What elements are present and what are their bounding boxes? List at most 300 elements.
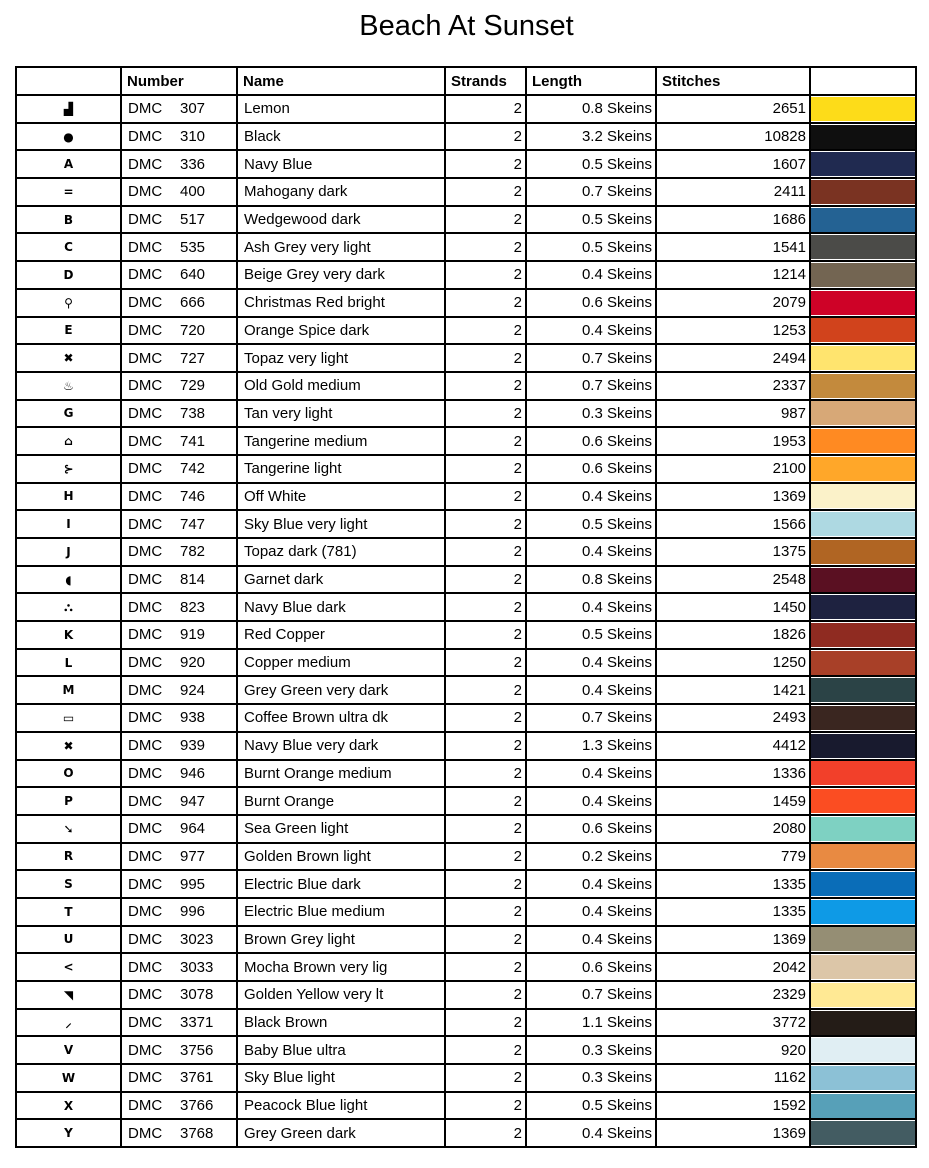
strands-value: 2 (445, 732, 526, 760)
color-swatch (811, 1094, 915, 1118)
color-swatch-cell (810, 317, 916, 345)
color-swatch (811, 1038, 915, 1062)
table-row (16, 1119, 916, 1147)
stitch-symbol-icon: = (16, 178, 121, 206)
thread-brand: DMC (128, 930, 163, 948)
strands-value: 2 (445, 981, 526, 1009)
table-row (16, 206, 916, 234)
thread-number: 517 (180, 211, 206, 229)
thread-number: 964 (180, 820, 206, 838)
stitch-symbol-icon: H (16, 483, 121, 511)
thread-name: Burnt Orange (237, 787, 445, 815)
table-row (16, 150, 916, 178)
length-value: 0.4 Skeins (526, 787, 656, 815)
thread-number: 947 (180, 792, 206, 810)
color-swatch-cell (810, 870, 916, 898)
stitches-value: 1369 (656, 483, 810, 511)
thread-name: Garnet dark (237, 566, 445, 594)
thread-number: 946 (180, 764, 206, 782)
thread-number-cell (121, 870, 237, 898)
color-swatch (811, 291, 915, 315)
thread-name: Sky Blue very light (237, 510, 445, 538)
color-swatch (811, 374, 915, 398)
length-value: 0.4 Skeins (526, 593, 656, 621)
thread-name: Mocha Brown very lig (237, 953, 445, 981)
thread-name: Copper medium (237, 649, 445, 677)
thread-name: Mahogany dark (237, 178, 445, 206)
length-value: 0.4 Skeins (526, 261, 656, 289)
color-swatch-cell (810, 372, 916, 400)
stitches-value: 1214 (656, 261, 810, 289)
thread-brand: DMC (128, 958, 163, 976)
strands-value: 2 (445, 483, 526, 511)
table-row (16, 123, 916, 151)
thread-number: 535 (180, 238, 206, 256)
thread-number: 938 (180, 709, 206, 727)
color-swatch-cell (810, 593, 916, 621)
thread-number: 746 (180, 487, 206, 505)
thread-brand: DMC (128, 100, 163, 118)
strands-value: 2 (445, 621, 526, 649)
color-swatch-cell (810, 95, 916, 123)
thread-number: 814 (180, 571, 206, 589)
thread-number-cell (121, 815, 237, 843)
table-row (16, 233, 916, 261)
stitch-symbol-icon: ◥ (16, 981, 121, 1009)
thread-brand: DMC (128, 487, 163, 505)
strands-value: 2 (445, 538, 526, 566)
thread-brand: DMC (128, 626, 163, 644)
strands-value: 2 (445, 150, 526, 178)
stitches-value: 1826 (656, 621, 810, 649)
length-value: 0.5 Skeins (526, 206, 656, 234)
length-value: 1.3 Skeins (526, 732, 656, 760)
color-swatch (811, 955, 915, 979)
thread-brand: DMC (128, 1097, 163, 1115)
thread-name: Coffee Brown ultra dk (237, 704, 445, 732)
strands-value: 2 (445, 1092, 526, 1120)
thread-number: 720 (180, 321, 206, 339)
thread-name: Navy Blue very dark (237, 732, 445, 760)
color-swatch (811, 429, 915, 453)
thread-brand: DMC (128, 598, 163, 616)
length-value: 0.3 Skeins (526, 1064, 656, 1092)
color-swatch-cell (810, 843, 916, 871)
stitches-value: 779 (656, 843, 810, 871)
stitches-value: 2494 (656, 344, 810, 372)
thread-number: 666 (180, 294, 206, 312)
thread-brand: DMC (128, 432, 163, 450)
color-swatch-cell (810, 123, 916, 151)
header-name: Name (237, 67, 445, 95)
stitch-symbol-icon: ♨ (16, 372, 121, 400)
thread-number: 336 (180, 155, 206, 173)
length-value: 0.4 Skeins (526, 317, 656, 345)
thread-brand: DMC (128, 1041, 163, 1059)
color-swatch (811, 872, 915, 896)
stitches-value: 2042 (656, 953, 810, 981)
thread-brand: DMC (128, 515, 163, 533)
thread-brand: DMC (128, 183, 163, 201)
table-row (16, 427, 916, 455)
stitches-value: 1250 (656, 649, 810, 677)
table-row (16, 649, 916, 677)
thread-number: 919 (180, 626, 206, 644)
table-row (16, 732, 916, 760)
thread-name: Golden Yellow very lt (237, 981, 445, 1009)
color-swatch-cell (810, 455, 916, 483)
table-row (16, 981, 916, 1009)
length-value: 0.6 Skeins (526, 953, 656, 981)
color-swatch (811, 401, 915, 425)
strands-value: 2 (445, 178, 526, 206)
color-swatch-cell (810, 732, 916, 760)
thread-number-cell (121, 676, 237, 704)
header-length: Length (526, 67, 656, 95)
stitch-symbol-icon: E (16, 317, 121, 345)
thread-brand: DMC (128, 1014, 163, 1032)
stitches-value: 2651 (656, 95, 810, 123)
color-swatch (811, 457, 915, 481)
length-value: 0.7 Skeins (526, 178, 656, 206)
thread-number: 996 (180, 903, 206, 921)
strands-value: 2 (445, 261, 526, 289)
color-swatch (811, 595, 915, 619)
thread-number: 747 (180, 515, 206, 533)
thread-name: Black (237, 123, 445, 151)
thread-number-cell (121, 123, 237, 151)
thread-number: 3078 (180, 986, 214, 1004)
stitches-value: 987 (656, 400, 810, 428)
strands-value: 2 (445, 704, 526, 732)
strands-value: 2 (445, 289, 526, 317)
stitches-value: 1369 (656, 1119, 810, 1147)
color-swatch-cell (810, 261, 916, 289)
stitch-symbol-icon: ⊱ (16, 455, 121, 483)
color-swatch-cell (810, 981, 916, 1009)
length-value: 0.3 Skeins (526, 400, 656, 428)
color-swatch-cell (810, 898, 916, 926)
thread-number: 782 (180, 543, 206, 561)
thread-brand: DMC (128, 571, 163, 589)
stitches-value: 1566 (656, 510, 810, 538)
thread-number-cell (121, 510, 237, 538)
stitch-symbol-icon: J (16, 538, 121, 566)
color-swatch (811, 1011, 915, 1035)
thread-name: Electric Blue medium (237, 898, 445, 926)
thread-brand: DMC (128, 238, 163, 256)
color-swatch (811, 844, 915, 868)
color-swatch (811, 540, 915, 564)
thread-number: 742 (180, 460, 206, 478)
table-row (16, 704, 916, 732)
thread-name: Grey Green very dark (237, 676, 445, 704)
thread-brand: DMC (128, 903, 163, 921)
thread-number-cell (121, 704, 237, 732)
color-swatch-cell (810, 206, 916, 234)
thread-number-cell (121, 483, 237, 511)
thread-name: Navy Blue dark (237, 593, 445, 621)
thread-name: Sky Blue light (237, 1064, 445, 1092)
color-swatch (811, 318, 915, 342)
stitches-value: 1369 (656, 926, 810, 954)
stitch-symbol-icon: ⌂ (16, 427, 121, 455)
thread-number-cell (121, 178, 237, 206)
length-value: 0.4 Skeins (526, 1119, 656, 1147)
thread-number-cell (121, 760, 237, 788)
thread-number-cell (121, 427, 237, 455)
color-swatch (811, 512, 915, 536)
color-swatch-cell (810, 760, 916, 788)
length-value: 0.6 Skeins (526, 427, 656, 455)
thread-brand: DMC (128, 460, 163, 478)
stitch-symbol-icon: S (16, 870, 121, 898)
thread-number: 3761 (180, 1069, 214, 1087)
stitches-value: 2079 (656, 289, 810, 317)
color-swatch-cell (810, 510, 916, 538)
thread-number-cell (121, 95, 237, 123)
table-row (16, 760, 916, 788)
stitch-symbol-icon: ▭ (16, 704, 121, 732)
color-swatch (811, 927, 915, 951)
table-row (16, 510, 916, 538)
color-swatch-cell (810, 427, 916, 455)
color-swatch-cell (810, 704, 916, 732)
thread-name: Orange Spice dark (237, 317, 445, 345)
stitch-symbol-icon: ✖ (16, 344, 121, 372)
table-row (16, 926, 916, 954)
header-color (810, 67, 916, 95)
color-swatch-cell (810, 1092, 916, 1120)
stitches-value: 4412 (656, 732, 810, 760)
table-row (16, 1092, 916, 1120)
table-row (16, 676, 916, 704)
thread-brand: DMC (128, 211, 163, 229)
strands-value: 2 (445, 123, 526, 151)
length-value: 0.7 Skeins (526, 344, 656, 372)
color-swatch (811, 208, 915, 232)
thread-name: Christmas Red bright (237, 289, 445, 317)
color-swatch-cell (810, 1036, 916, 1064)
color-swatch (811, 568, 915, 592)
thread-name: Baby Blue ultra (237, 1036, 445, 1064)
thread-name: Wedgewood dark (237, 206, 445, 234)
header-stitches: Stitches (656, 67, 810, 95)
stitch-symbol-icon: ⸝ (16, 1009, 121, 1037)
stitches-value: 920 (656, 1036, 810, 1064)
thread-number-cell (121, 593, 237, 621)
color-swatch (811, 623, 915, 647)
color-swatch-cell (810, 178, 916, 206)
thread-brand: DMC (128, 543, 163, 561)
color-swatch (811, 900, 915, 924)
thread-name: Old Gold medium (237, 372, 445, 400)
thread-number: 400 (180, 183, 206, 201)
thread-number: 310 (180, 128, 206, 146)
thread-number-cell (121, 926, 237, 954)
header-number: Number (121, 67, 237, 95)
thread-name: Tangerine light (237, 455, 445, 483)
stitches-value: 2080 (656, 815, 810, 843)
thread-brand: DMC (128, 820, 163, 838)
stitches-value: 1607 (656, 150, 810, 178)
thread-number-cell (121, 538, 237, 566)
stitch-symbol-icon: D (16, 261, 121, 289)
stitch-symbol-icon: W (16, 1064, 121, 1092)
table-row (16, 953, 916, 981)
thread-brand: DMC (128, 128, 163, 146)
thread-brand: DMC (128, 764, 163, 782)
thread-number: 3023 (180, 930, 214, 948)
length-value: 0.7 Skeins (526, 372, 656, 400)
color-swatch-cell (810, 787, 916, 815)
strands-value: 2 (445, 870, 526, 898)
table-row (16, 344, 916, 372)
thread-brand: DMC (128, 321, 163, 339)
thread-brand: DMC (128, 404, 163, 422)
length-value: 0.4 Skeins (526, 870, 656, 898)
stitch-symbol-icon: ▟ (16, 95, 121, 123)
thread-number-cell (121, 455, 237, 483)
thread-brand: DMC (128, 847, 163, 865)
length-value: 0.5 Skeins (526, 150, 656, 178)
thread-name: Peacock Blue light (237, 1092, 445, 1120)
strands-value: 2 (445, 787, 526, 815)
length-value: 0.6 Skeins (526, 289, 656, 317)
thread-name: Burnt Orange medium (237, 760, 445, 788)
thread-name: Golden Brown light (237, 843, 445, 871)
stitch-symbol-icon: R (16, 843, 121, 871)
table-row (16, 815, 916, 843)
thread-number: 3371 (180, 1014, 214, 1032)
stitch-symbol-icon: ⚲ (16, 289, 121, 317)
thread-number: 939 (180, 737, 206, 755)
table-row (16, 372, 916, 400)
length-value: 0.8 Skeins (526, 566, 656, 594)
thread-brand: DMC (128, 349, 163, 367)
color-swatch (811, 1066, 915, 1090)
strands-value: 2 (445, 843, 526, 871)
thread-number: 3766 (180, 1097, 214, 1115)
table-row (16, 870, 916, 898)
color-swatch-cell (810, 289, 916, 317)
header-symbol (16, 67, 121, 95)
thread-name: Electric Blue dark (237, 870, 445, 898)
thread-name: Tan very light (237, 400, 445, 428)
strands-value: 2 (445, 593, 526, 621)
thread-number-cell (121, 400, 237, 428)
stitches-value: 10828 (656, 123, 810, 151)
stitches-value: 1459 (656, 787, 810, 815)
color-swatch (811, 651, 915, 675)
thread-number: 741 (180, 432, 206, 450)
strands-value: 2 (445, 649, 526, 677)
thread-brand: DMC (128, 1069, 163, 1087)
color-swatch (811, 983, 915, 1007)
stitch-symbol-icon: ◖ (16, 566, 121, 594)
strands-value: 2 (445, 1064, 526, 1092)
thread-number-cell (121, 621, 237, 649)
thread-name: Grey Green dark (237, 1119, 445, 1147)
thread-number: 924 (180, 681, 206, 699)
strands-value: 2 (445, 344, 526, 372)
color-swatch-cell (810, 483, 916, 511)
stitches-value: 2337 (656, 372, 810, 400)
thread-name: Navy Blue (237, 150, 445, 178)
thread-name: Tangerine medium (237, 427, 445, 455)
length-value: 0.4 Skeins (526, 483, 656, 511)
strands-value: 2 (445, 510, 526, 538)
thread-table (15, 66, 917, 1148)
stitches-value: 2100 (656, 455, 810, 483)
color-swatch-cell (810, 566, 916, 594)
length-value: 0.6 Skeins (526, 815, 656, 843)
color-swatch-cell (810, 400, 916, 428)
table-row (16, 483, 916, 511)
thread-name: Lemon (237, 95, 445, 123)
table-row (16, 898, 916, 926)
stitches-value: 2548 (656, 566, 810, 594)
stitches-value: 3772 (656, 1009, 810, 1037)
strands-value: 2 (445, 1036, 526, 1064)
table-row (16, 843, 916, 871)
stitches-value: 1375 (656, 538, 810, 566)
stitch-symbol-icon: P (16, 787, 121, 815)
thread-number: 920 (180, 654, 206, 672)
length-value: 0.5 Skeins (526, 510, 656, 538)
thread-number-cell (121, 1092, 237, 1120)
length-value: 0.7 Skeins (526, 981, 656, 1009)
thread-name: Red Copper (237, 621, 445, 649)
color-swatch (811, 235, 915, 259)
color-swatch (811, 1121, 915, 1145)
thread-number-cell (121, 953, 237, 981)
header-strands: Strands (445, 67, 526, 95)
strands-value: 2 (445, 400, 526, 428)
length-value: 0.4 Skeins (526, 538, 656, 566)
table-row (16, 593, 916, 621)
color-swatch (811, 346, 915, 370)
stitch-symbol-icon: ● (16, 123, 121, 151)
thread-brand: DMC (128, 377, 163, 395)
color-swatch (811, 706, 915, 730)
thread-number: 977 (180, 847, 206, 865)
color-swatch-cell (810, 815, 916, 843)
table-header-row (16, 67, 916, 95)
color-swatch-cell (810, 676, 916, 704)
length-value: 0.4 Skeins (526, 649, 656, 677)
page-title: Beach At Sunset (359, 10, 574, 42)
thread-number-cell (121, 206, 237, 234)
strands-value: 2 (445, 95, 526, 123)
color-swatch (811, 761, 915, 785)
thread-name: Topaz dark (781) (237, 538, 445, 566)
stitch-symbol-icon: A (16, 150, 121, 178)
thread-number-cell (121, 317, 237, 345)
stitches-value: 1541 (656, 233, 810, 261)
stitches-value: 1335 (656, 898, 810, 926)
stitch-symbol-icon: X (16, 1092, 121, 1120)
table-row (16, 95, 916, 123)
thread-number-cell (121, 843, 237, 871)
table-row (16, 621, 916, 649)
strands-value: 2 (445, 455, 526, 483)
thread-brand: DMC (128, 986, 163, 1004)
strands-value: 2 (445, 566, 526, 594)
strands-value: 2 (445, 372, 526, 400)
thread-name: Off White (237, 483, 445, 511)
thread-number: 307 (180, 100, 206, 118)
